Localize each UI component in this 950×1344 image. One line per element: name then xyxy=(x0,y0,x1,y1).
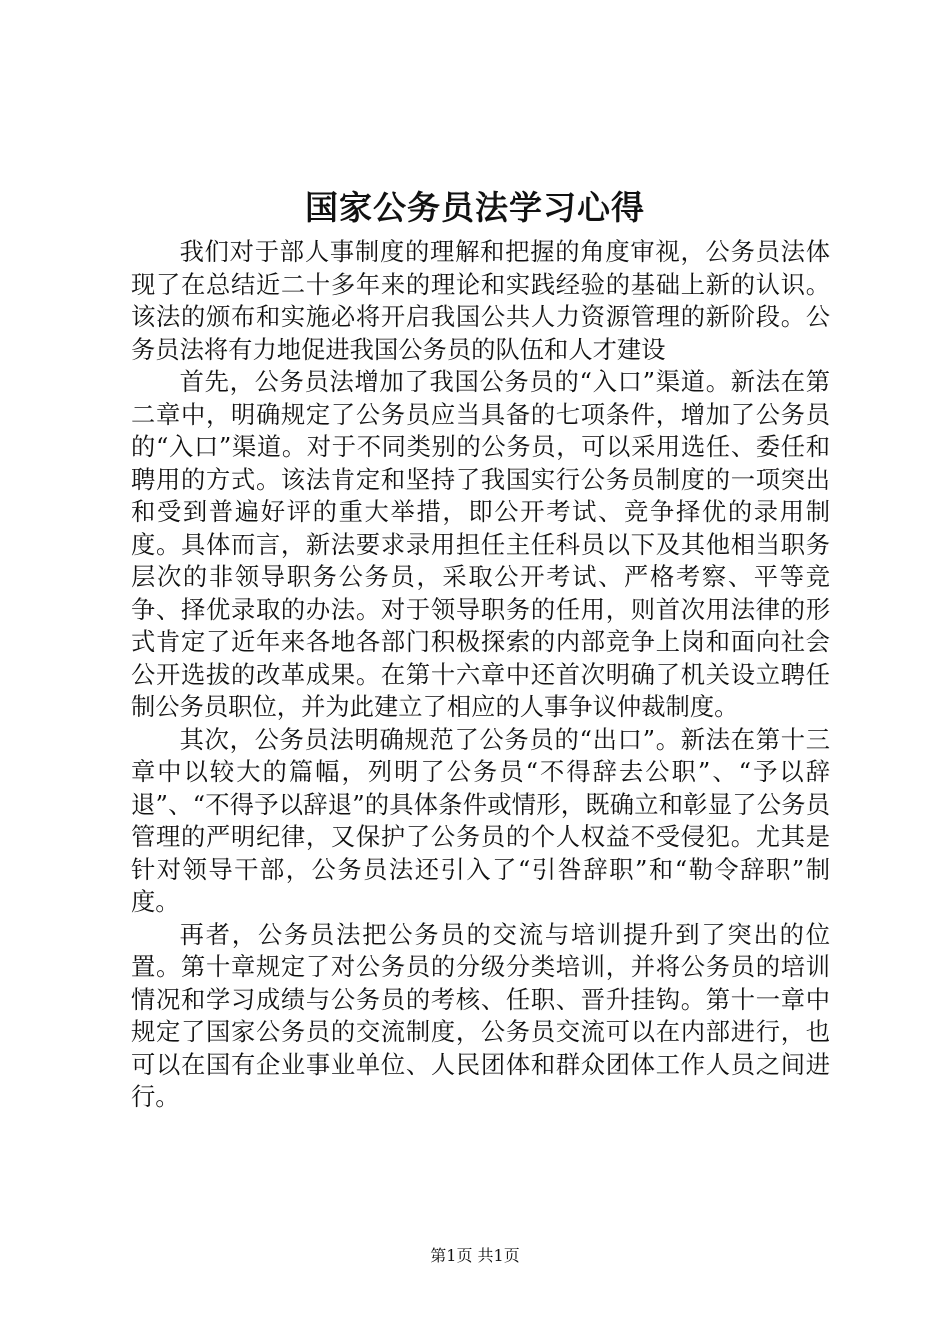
page-number-footer: 第1页 共1页 xyxy=(430,1246,520,1265)
document-body xyxy=(131,236,830,1114)
paragraph-entry-channel: 首先，公务员法增加了我国公务员的“入口”渠道。新法在第二章中，明确规定了公务员应当具备的七项条件，增加了公务员的“入口”渠道。对于不同类别的公务员，可以采用选任、委任和聘用的方式。该法肯定和坚持了我国实行公务员制度的一项突出和受到普遍好评的重大举措，即公开考试、竞争择优的录用制度。具体而言，新法要求录用担任主任科员以下及其他相当职务层次的非领导职务公务员，采取公开考试、严格考察、平等竞争、择优录取的办法。对于领导职务的任用，则首次用法律的形式肯定了近年来各地各部门积极探索的内部竞争上岗和面向社会公开选拔的改革成果。在第十六章中还首次明确了机关设立聘任制公务员职位，并为此建立了相应的人事争议仲裁制度。 xyxy=(131,367,830,721)
paragraph-exit-channel: 其次，公务员法明确规范了公务员的“出口”。新法在第十三章中以较大的篇幅，列明了公务员“不得辞去公职”、“予以辞退”、“不得予以辞退”的具体条件或情形，既确立和彰显了公务员管理的严明纪律，又保护了公务员的个人权益不受侵犯。尤其是针对领导干部，公务员法还引入了“引咎辞职”和“勒令辞职”制度。 xyxy=(131,724,830,916)
document-title: 国家公务员法学习心得 xyxy=(305,188,645,227)
paragraph-exchange-training: 再者，公务员法把公务员的交流与培训提升到了突出的位置。第十章规定了对公务员的分级分类培训，并将公务员的培训情况和学习成绩与公务员的考核、任职、晋升挂钩。第十一章中规定了国家公务员的交流制度，公务员交流可以在内部进行，也可以在国有企业事业单位、人民团体和群众团体工作人员之间进行。 xyxy=(131,919,830,1111)
paragraph-intro: 我们对于部人事制度的理解和把握的角度审视，公务员法体现了在总结近二十多年来的理论和实践经验的基础上新的认识。该法的颁布和实施必将开启我国公共人力资源管理的新阶段。公务员法将有力地促进我国公务员的队伍和人才建设 xyxy=(131,237,830,364)
